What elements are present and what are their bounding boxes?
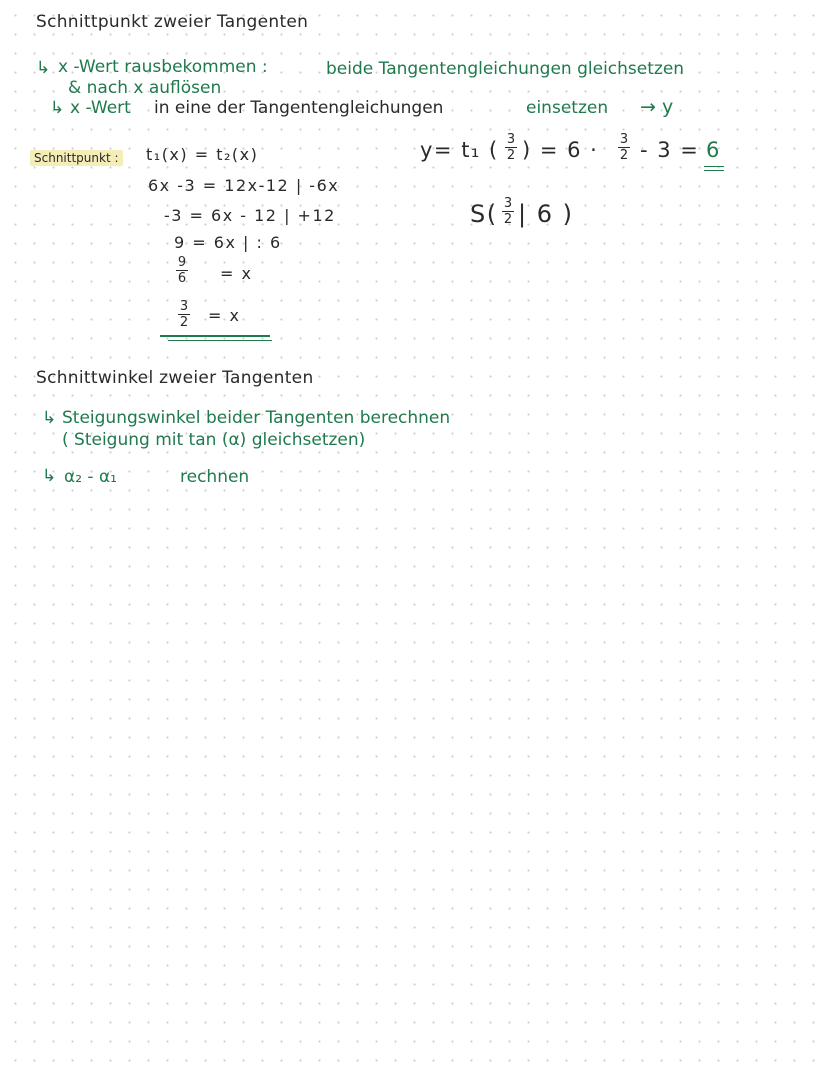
result-point-left: S( bbox=[470, 200, 498, 228]
arrow-icon: ↳ bbox=[42, 466, 57, 486]
result-point-fraction bbox=[502, 197, 514, 226]
result-y-value: 6 bbox=[706, 138, 721, 162]
result-y-fraction-2 bbox=[618, 133, 630, 162]
calc-eq5-numerator: 3 bbox=[179, 299, 189, 314]
section1-title: Schnittpunkt zweier Tangenten bbox=[36, 12, 309, 32]
result-point-right: | 6 ) bbox=[518, 200, 574, 228]
calc-eq3: 9 = 6x | : 6 bbox=[174, 233, 282, 252]
section2-line1-b: beider Tangenten berechnen bbox=[206, 408, 451, 428]
calc-eq4-numerator: 9 bbox=[177, 255, 187, 270]
result-y-numerator-1: 3 bbox=[506, 132, 516, 147]
section2-line3-b: rechnen bbox=[180, 467, 250, 487]
section1-line3-c: einsetzen bbox=[526, 98, 609, 118]
arrow-icon: ↳ bbox=[36, 58, 51, 78]
calc-eq2: -3 = 6x - 12 | +12 bbox=[164, 206, 336, 225]
result-y-end: - 3 = bbox=[640, 138, 700, 162]
calc-eq0: t₁(x) = t₂(x) bbox=[146, 145, 259, 164]
arrow-icon: ↳ bbox=[50, 98, 65, 118]
section1-line1-a: x -Wert rausbekommen : bbox=[58, 57, 268, 77]
section2-title: Schnittwinkel zweier Tangenten bbox=[36, 368, 314, 388]
result-point-numerator: 3 bbox=[503, 196, 513, 211]
result-point-denominator: 2 bbox=[503, 212, 513, 227]
section1-line3-b: in eine der Tangentengleichungen bbox=[154, 98, 444, 118]
section1-line2: & nach x auflösen bbox=[68, 78, 222, 98]
result-y-numerator-2: 3 bbox=[619, 132, 629, 147]
result-value-underline bbox=[704, 166, 724, 167]
result-underline bbox=[160, 335, 270, 337]
result-underline-2 bbox=[168, 340, 272, 341]
section2-line1-a: Steigungswinkel bbox=[62, 408, 201, 428]
section2-line2: ( Steigung mit tan (α) gleichsetzen) bbox=[62, 430, 366, 450]
result-y-fraction-1 bbox=[505, 133, 517, 162]
calc-eq4-denominator: 6 bbox=[177, 271, 187, 286]
result-y-denominator-2: 2 bbox=[619, 148, 629, 163]
section1-line3-a: x -Wert bbox=[70, 98, 131, 118]
section1-line1-b: beide Tangentengleichungen gleichsetzen bbox=[326, 59, 685, 79]
section1-line3-d: → y bbox=[640, 96, 674, 118]
calc-eq5-denominator: 2 bbox=[179, 315, 189, 330]
arrow-icon: ↳ bbox=[42, 408, 57, 428]
calc-eq5-fraction bbox=[178, 300, 190, 329]
calc-label: Schnittpunkt : bbox=[30, 150, 123, 166]
calc-eq4-fraction bbox=[176, 256, 188, 285]
result-y-mid: ) = 6 · bbox=[522, 138, 599, 162]
result-y-left: y= t₁ ( bbox=[420, 138, 499, 162]
result-value-underline-2 bbox=[704, 170, 724, 171]
calc-eq5-rest: = x bbox=[208, 306, 241, 325]
calc-eq4-rest: = x bbox=[220, 264, 253, 283]
section2-line3-a: α₂ - α₁ bbox=[64, 467, 117, 487]
result-y-denominator-1: 2 bbox=[506, 148, 516, 163]
calc-eq1: 6x -3 = 12x-12 | -6x bbox=[148, 176, 340, 195]
